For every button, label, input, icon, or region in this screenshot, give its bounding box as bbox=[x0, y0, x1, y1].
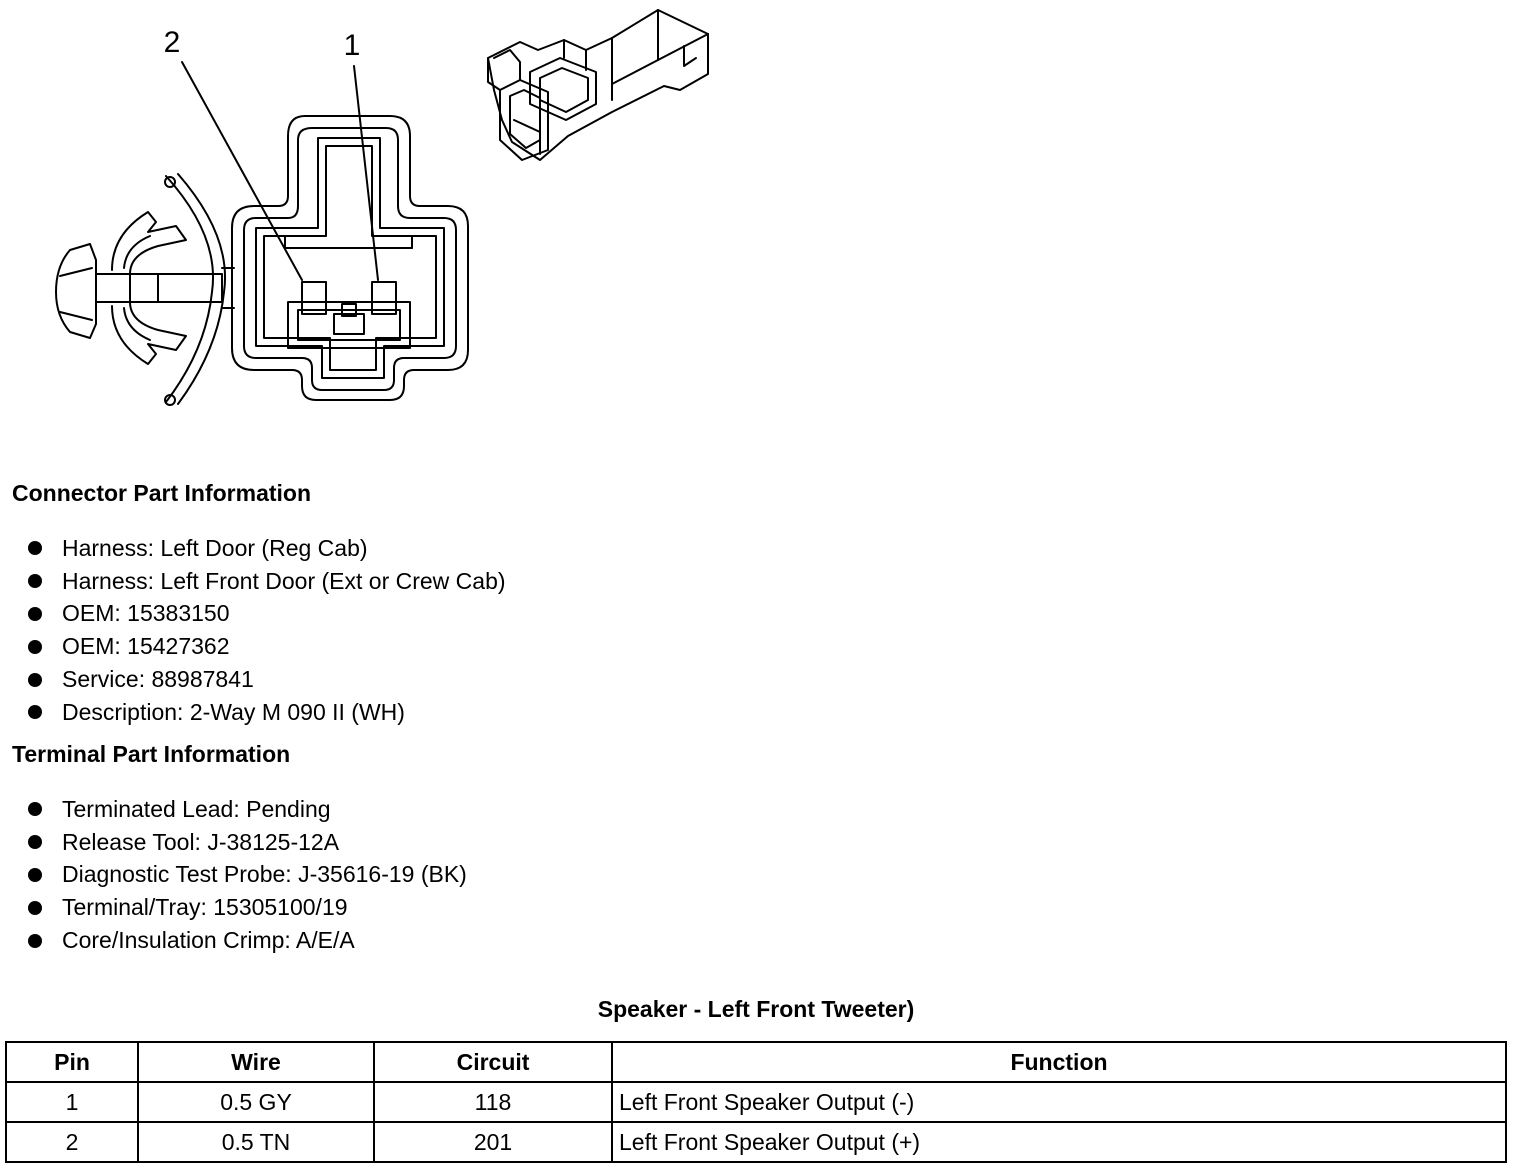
table-row bbox=[6, 1082, 1506, 1122]
column-header-pin: Pin bbox=[6, 1042, 138, 1082]
bullet-icon bbox=[28, 673, 42, 687]
bullet-icon bbox=[28, 835, 42, 849]
connector-3d-view bbox=[488, 10, 708, 160]
pin-table-title: Speaker - Left Front Tweeter) bbox=[597, 996, 915, 1022]
bullet-icon bbox=[28, 802, 42, 816]
bullet-icon bbox=[28, 901, 42, 915]
list-item bbox=[28, 598, 506, 631]
list-item bbox=[28, 793, 467, 826]
list-item bbox=[28, 826, 467, 859]
connector-part-info-heading: Connector Part Information bbox=[12, 480, 312, 506]
list-item bbox=[28, 630, 506, 663]
list-item-text: Release Tool: J-38125-12A bbox=[62, 828, 340, 855]
bullet-icon bbox=[28, 934, 42, 948]
list-item-text: Description: 2-Way M 090 II (WH) bbox=[62, 698, 405, 725]
list-item bbox=[28, 696, 506, 729]
circuit-cell: 201 bbox=[374, 1122, 612, 1162]
bullet-icon bbox=[28, 541, 42, 555]
pin-cell: 1 bbox=[6, 1082, 138, 1122]
list-item bbox=[28, 565, 506, 598]
list-item bbox=[28, 532, 506, 565]
list-item-text: Diagnostic Test Probe: J-35616-19 (BK) bbox=[62, 861, 467, 888]
wire-cell: 0.5 GY bbox=[138, 1082, 374, 1122]
list-item-text: Harness: Left Front Door (Ext or Crew Cab) bbox=[62, 567, 506, 594]
wire-cell: 0.5 TN bbox=[138, 1122, 374, 1162]
list-item-text: OEM: 15383150 bbox=[62, 600, 230, 627]
bullet-icon bbox=[28, 640, 42, 654]
connector-diagram bbox=[0, 0, 720, 420]
function-cell: Left Front Speaker Output (-) bbox=[612, 1082, 1506, 1122]
list-item-text: Service: 88987841 bbox=[62, 666, 254, 693]
callout-2-label: 2 bbox=[163, 26, 181, 59]
list-item-text: Terminated Lead: Pending bbox=[62, 795, 331, 822]
list-item bbox=[28, 663, 506, 696]
table-header-row bbox=[6, 1042, 1506, 1082]
list-item-text: Harness: Left Door (Reg Cab) bbox=[62, 534, 368, 561]
callout-1-label: 1 bbox=[343, 29, 361, 62]
bullet-icon bbox=[28, 705, 42, 719]
circuit-cell: 118 bbox=[374, 1082, 612, 1122]
table-row bbox=[6, 1122, 1506, 1162]
list-item-text: OEM: 15427362 bbox=[62, 633, 230, 660]
list-item-text: Core/Insulation Crimp: A/E/A bbox=[62, 927, 355, 954]
pin-table bbox=[5, 1041, 1507, 1163]
bullet-icon bbox=[28, 574, 42, 588]
function-cell: Left Front Speaker Output (+) bbox=[612, 1122, 1506, 1162]
list-item bbox=[28, 859, 467, 892]
list-item bbox=[28, 891, 467, 924]
terminal-part-info-list bbox=[28, 793, 467, 957]
column-header-wire: Wire bbox=[138, 1042, 374, 1082]
connector-part-info-list bbox=[28, 532, 506, 729]
bullet-icon bbox=[28, 607, 42, 621]
list-item bbox=[28, 924, 467, 957]
pin-cell: 2 bbox=[6, 1122, 138, 1162]
bullet-icon bbox=[28, 868, 42, 882]
list-item-text: Terminal/Tray: 15305100/19 bbox=[62, 894, 348, 921]
terminal-part-info-heading: Terminal Part Information bbox=[12, 741, 291, 767]
column-header-function: Function bbox=[612, 1042, 1506, 1082]
column-header-circuit: Circuit bbox=[374, 1042, 612, 1082]
connector-housing bbox=[232, 116, 468, 400]
mounting-clip bbox=[56, 174, 234, 405]
